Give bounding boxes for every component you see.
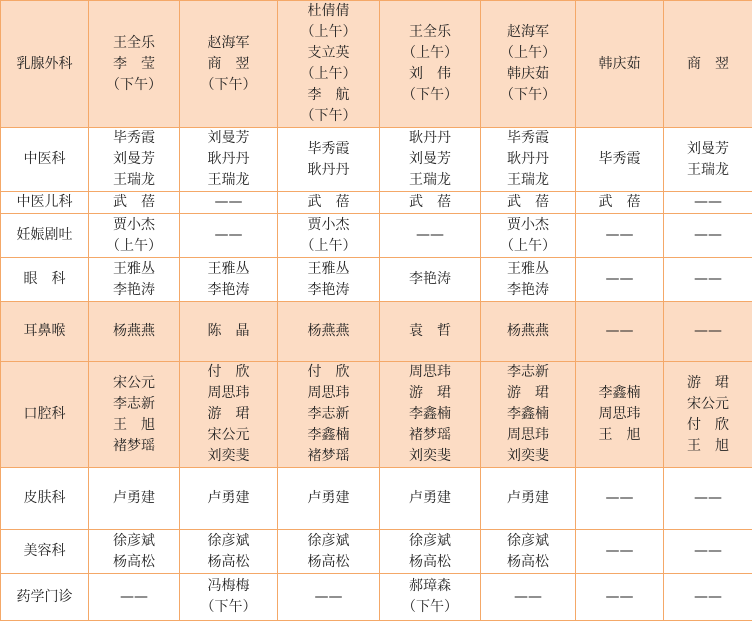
doctor-entry: 褚梦瑶 — [380, 425, 480, 446]
doctor-entry: 游 珺 — [664, 373, 752, 394]
doctor-entry: 卢勇建 — [89, 488, 179, 509]
doctor-entry: （下午） — [180, 75, 277, 96]
doctor-entry: 刘曼芳 — [89, 149, 179, 170]
department-cell: 耳鼻喉 — [1, 302, 89, 362]
doctor-entry: —— — [180, 192, 277, 213]
doctor-entry: 游 珺 — [180, 404, 277, 425]
schedule-cell — [576, 214, 664, 258]
doctor-entry: （上午） — [278, 236, 379, 257]
doctor-entry: 杨高松 — [180, 552, 277, 573]
doctor-entry: 杨燕燕 — [481, 321, 575, 342]
schedule-cell — [664, 302, 752, 362]
doctor-entry: 武 蓓 — [278, 192, 379, 213]
doctor-entry: 武 蓓 — [380, 192, 480, 213]
doctor-entry: 陈 晶 — [180, 321, 277, 342]
doctor-entry: 袁 哲 — [380, 321, 480, 342]
doctor-entry: 王 旭 — [664, 436, 752, 457]
doctor-entry: 耿丹丹 — [278, 160, 379, 181]
doctor-entry: 李志新 — [89, 394, 179, 415]
doctor-entry: 王全乐 — [380, 22, 480, 43]
schedule-cell — [180, 530, 278, 574]
doctor-entry: 杨燕燕 — [89, 321, 179, 342]
doctor-entry: 毕秀霞 — [576, 149, 663, 170]
schedule-cell — [89, 468, 180, 530]
doctor-entry: 付 欣 — [180, 362, 277, 383]
schedule-cell — [664, 258, 752, 302]
doctor-entry: 毕秀霞 — [481, 128, 575, 149]
schedule-cell — [278, 128, 380, 192]
doctor-entry: 王瑞龙 — [664, 160, 752, 181]
doctor-entry: 王雅丛 — [180, 259, 277, 280]
doctor-entry: 王瑞龙 — [89, 170, 179, 191]
schedule-cell — [481, 1, 576, 128]
doctor-entry: 耿丹丹 — [481, 149, 575, 170]
doctor-entry: 付 欣 — [664, 415, 752, 436]
doctor-entry: 刘奕斐 — [481, 446, 575, 467]
doctor-entry: —— — [576, 587, 663, 608]
schedule-cell — [278, 574, 380, 621]
doctor-entry: 贾小杰 — [278, 215, 379, 236]
doctor-entry: 杨高松 — [278, 552, 379, 573]
doctor-entry: 李艳涛 — [380, 269, 480, 290]
doctor-entry: 徐彦斌 — [380, 531, 480, 552]
doctor-entry: 耿丹丹 — [380, 128, 480, 149]
department-cell: 皮肤科 — [1, 468, 89, 530]
schedule-cell — [180, 214, 278, 258]
doctor-entry: —— — [664, 321, 752, 342]
schedule-cell — [89, 192, 180, 214]
schedule-cell — [380, 574, 481, 621]
doctor-entry: —— — [664, 541, 752, 562]
schedule-cell — [481, 362, 576, 468]
doctor-entry: 王 旭 — [576, 425, 663, 446]
schedule-cell — [481, 302, 576, 362]
department-cell: 药学门诊 — [1, 574, 89, 621]
schedule-cell — [278, 530, 380, 574]
schedule-cell — [576, 1, 664, 128]
doctor-entry: 徐彦斌 — [180, 531, 277, 552]
doctor-entry: 李鑫楠 — [278, 425, 379, 446]
doctor-entry: —— — [89, 587, 179, 608]
schedule-cell — [278, 302, 380, 362]
doctor-entry: 李志新 — [278, 404, 379, 425]
schedule-cell — [664, 128, 752, 192]
schedule-cell — [664, 192, 752, 214]
schedule-cell — [380, 362, 481, 468]
schedule-cell — [576, 574, 664, 621]
department-cell: 口腔科 — [1, 362, 89, 468]
doctor-entry: —— — [576, 541, 663, 562]
schedule-cell — [180, 468, 278, 530]
doctor-entry: 武 蓓 — [89, 192, 179, 213]
schedule-row — [1, 258, 752, 302]
doctor-entry: （下午） — [89, 75, 179, 96]
doctor-entry: 武 蓓 — [576, 192, 663, 213]
schedule-cell — [380, 128, 481, 192]
doctor-entry: 郝璋森 — [380, 576, 480, 597]
doctor-entry: 武 蓓 — [481, 192, 575, 213]
doctor-entry: 杜倩倩 — [278, 1, 379, 22]
schedule-cell — [278, 214, 380, 258]
doctor-entry: （下午） — [380, 597, 480, 618]
doctor-entry: —— — [576, 321, 663, 342]
schedule-cell — [481, 128, 576, 192]
doctor-entry: —— — [576, 269, 663, 290]
doctor-entry: —— — [664, 269, 752, 290]
doctor-entry: （下午） — [481, 85, 575, 106]
schedule-cell — [576, 468, 664, 530]
schedule-cell — [89, 258, 180, 302]
doctor-entry: 李 航 — [278, 85, 379, 106]
doctor-entry: 褚梦瑶 — [89, 436, 179, 457]
schedule-cell — [278, 362, 380, 468]
department-cell: 中医科 — [1, 128, 89, 192]
schedule-cell — [278, 1, 380, 128]
schedule-row — [1, 468, 752, 530]
schedule-cell — [664, 574, 752, 621]
doctor-entry: 卢勇建 — [481, 488, 575, 509]
schedule-cell — [576, 258, 664, 302]
schedule-cell — [89, 362, 180, 468]
schedule-cell — [180, 128, 278, 192]
doctor-entry: 耿丹丹 — [180, 149, 277, 170]
schedule-cell — [180, 574, 278, 621]
schedule-cell — [664, 362, 752, 468]
department-cell: 乳腺外科 — [1, 1, 89, 128]
doctor-entry: 周思玮 — [481, 425, 575, 446]
doctor-entry: （下午） — [380, 85, 480, 106]
schedule-cell — [380, 302, 481, 362]
schedule-cell — [89, 530, 180, 574]
doctor-entry: 冯梅梅 — [180, 576, 277, 597]
doctor-entry: —— — [481, 587, 575, 608]
schedule-cell — [664, 468, 752, 530]
schedule-row — [1, 128, 752, 192]
doctor-entry: 韩庆茹 — [576, 54, 663, 75]
schedule-cell — [481, 468, 576, 530]
doctor-entry: 褚梦瑶 — [278, 446, 379, 467]
doctor-entry: 王瑞龙 — [481, 170, 575, 191]
doctor-entry: —— — [576, 488, 663, 509]
doctor-entry: 商 翌 — [180, 54, 277, 75]
doctor-entry: 李艳涛 — [481, 280, 575, 301]
doctor-entry: 李艳涛 — [89, 280, 179, 301]
schedule-cell — [380, 530, 481, 574]
doctor-entry: （下午） — [180, 597, 277, 618]
doctor-entry: 王全乐 — [89, 33, 179, 54]
schedule-row — [1, 214, 752, 258]
doctor-entry: 宋公元 — [664, 394, 752, 415]
schedule-cell — [89, 128, 180, 192]
doctor-entry: 刘奕斐 — [380, 446, 480, 467]
doctor-entry: 徐彦斌 — [89, 531, 179, 552]
doctor-entry: 杨燕燕 — [278, 321, 379, 342]
schedule-cell — [481, 574, 576, 621]
doctor-entry: 周思玮 — [576, 404, 663, 425]
schedule-row — [1, 302, 752, 362]
doctor-entry: 刘 伟 — [380, 64, 480, 85]
schedule-cell — [380, 468, 481, 530]
schedule-cell — [481, 258, 576, 302]
schedule-cell — [576, 302, 664, 362]
department-cell: 眼 科 — [1, 258, 89, 302]
doctor-entry: 毕秀霞 — [89, 128, 179, 149]
schedule-cell — [278, 258, 380, 302]
doctor-entry: 李艳涛 — [180, 280, 277, 301]
schedule-cell — [576, 530, 664, 574]
schedule-cell — [89, 214, 180, 258]
schedule-cell — [180, 192, 278, 214]
doctor-entry: （上午） — [89, 236, 179, 257]
doctor-entry: —— — [664, 587, 752, 608]
schedule-cell — [380, 192, 481, 214]
doctor-entry: （上午） — [278, 22, 379, 43]
doctor-entry: 卢勇建 — [180, 488, 277, 509]
doctor-entry: 徐彦斌 — [481, 531, 575, 552]
doctor-entry: 宋公元 — [180, 425, 277, 446]
doctor-entry: 李鑫楠 — [380, 404, 480, 425]
schedule-body — [1, 1, 752, 621]
doctor-entry: 刘曼芳 — [664, 139, 752, 160]
doctor-entry: （上午） — [278, 64, 379, 85]
doctor-entry: 杨高松 — [380, 552, 480, 573]
doctor-entry: 李 莹 — [89, 54, 179, 75]
doctor-entry: 杨高松 — [89, 552, 179, 573]
doctor-entry: —— — [380, 225, 480, 246]
schedule-row — [1, 574, 752, 621]
schedule-row — [1, 362, 752, 468]
doctor-entry: 周思玮 — [380, 362, 480, 383]
doctor-entry: 付 欣 — [278, 362, 379, 383]
schedule-cell — [180, 362, 278, 468]
schedule-cell — [380, 258, 481, 302]
doctor-entry: —— — [278, 587, 379, 608]
doctor-entry: 商 翌 — [664, 54, 752, 75]
schedule-row — [1, 1, 752, 128]
doctor-entry: （下午） — [278, 106, 379, 127]
department-cell: 中医儿科 — [1, 192, 89, 214]
doctor-entry: 李鑫楠 — [576, 383, 663, 404]
doctor-entry: 王雅丛 — [278, 259, 379, 280]
doctor-entry: 王雅丛 — [89, 259, 179, 280]
doctor-entry: 贾小杰 — [89, 215, 179, 236]
doctor-entry: 李艳涛 — [278, 280, 379, 301]
doctor-entry: 宋公元 — [89, 373, 179, 394]
doctor-entry: 游 珺 — [380, 383, 480, 404]
doctor-entry: 王瑞龙 — [180, 170, 277, 191]
schedule-cell — [180, 1, 278, 128]
department-cell: 妊娠剧吐 — [1, 214, 89, 258]
doctor-entry: 李鑫楠 — [481, 404, 575, 425]
schedule-cell — [576, 128, 664, 192]
schedule-cell — [380, 1, 481, 128]
doctor-entry: —— — [664, 192, 752, 213]
schedule-cell — [380, 214, 481, 258]
schedule-cell — [278, 192, 380, 214]
schedule-row — [1, 192, 752, 214]
doctor-entry: 赵海军 — [481, 22, 575, 43]
doctor-entry: 赵海军 — [180, 33, 277, 54]
doctor-entry: 王雅丛 — [481, 259, 575, 280]
schedule-cell — [89, 574, 180, 621]
doctor-entry: 刘奕斐 — [180, 446, 277, 467]
doctor-entry: （上午） — [481, 236, 575, 257]
doctor-entry: 王 旭 — [89, 415, 179, 436]
schedule-row — [1, 530, 752, 574]
schedule-cell — [664, 1, 752, 128]
doctor-entry: （上午） — [481, 43, 575, 64]
doctor-entry: 杨高松 — [481, 552, 575, 573]
doctor-entry: 周思玮 — [180, 383, 277, 404]
schedule-cell — [664, 214, 752, 258]
doctor-entry: —— — [664, 488, 752, 509]
doctor-entry: 韩庆茹 — [481, 64, 575, 85]
doctor-entry: 支立英 — [278, 43, 379, 64]
doctor-entry: 游 珺 — [481, 383, 575, 404]
doctor-entry: 刘曼芳 — [180, 128, 277, 149]
doctor-entry: 王瑞龙 — [380, 170, 480, 191]
schedule-cell — [481, 530, 576, 574]
doctor-entry: 李志新 — [481, 362, 575, 383]
schedule-cell — [89, 302, 180, 362]
doctor-entry: —— — [576, 225, 663, 246]
doctor-entry: （上午） — [380, 43, 480, 64]
doctor-entry: 周思玮 — [278, 383, 379, 404]
doctor-entry: 刘曼芳 — [380, 149, 480, 170]
schedule-cell — [481, 214, 576, 258]
doctor-entry: —— — [664, 225, 752, 246]
schedule-cell — [180, 302, 278, 362]
doctor-entry: 贾小杰 — [481, 215, 575, 236]
doctor-entry: —— — [180, 225, 277, 246]
doctor-entry: 毕秀霞 — [278, 139, 379, 160]
schedule-cell — [576, 192, 664, 214]
doctor-entry: 卢勇建 — [278, 488, 379, 509]
doctor-entry: 徐彦斌 — [278, 531, 379, 552]
department-cell: 美容科 — [1, 530, 89, 574]
schedule-cell — [481, 192, 576, 214]
schedule-cell — [576, 362, 664, 468]
doctor-entry: 卢勇建 — [380, 488, 480, 509]
schedule-cell — [180, 258, 278, 302]
schedule-cell — [664, 530, 752, 574]
schedule-cell — [89, 1, 180, 128]
schedule-cell — [278, 468, 380, 530]
